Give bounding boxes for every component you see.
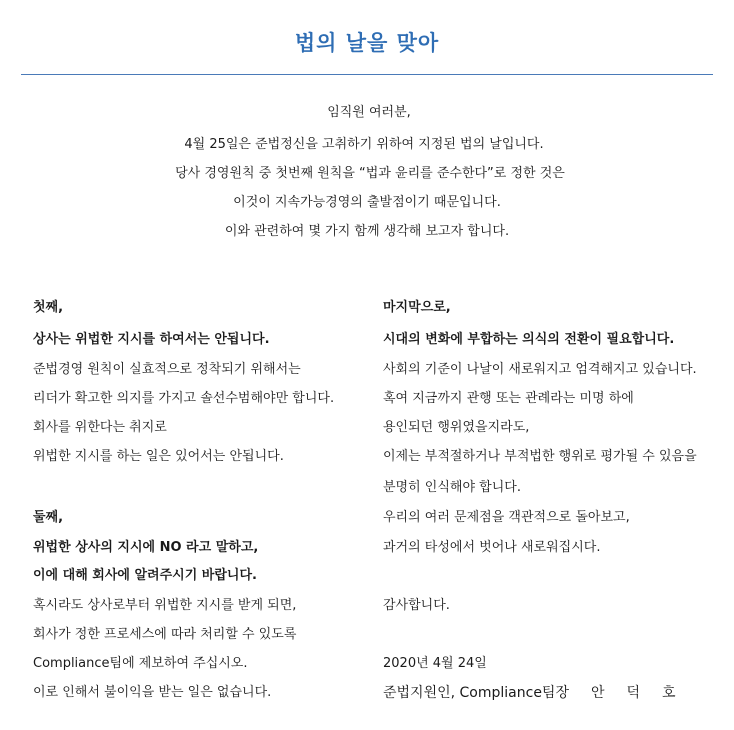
first-body-line: 회사를 위한다는 취지로 [33,420,167,435]
last-body-line: 용인되던 행위였을지라도, [383,420,530,435]
last-heading: 마지막으로, [383,300,451,315]
intro-line: 임직원 여러분, [327,105,411,120]
first-heading: 첫째, [33,300,64,315]
signature [383,682,676,702]
signature-name-char: 안 [590,685,605,701]
title-rule [21,74,713,75]
signature-name-char: 덕 [626,685,641,701]
second-body-line: 혹시라도 상사로부터 위법한 지시를 받게 되면, [33,598,297,613]
last-body-line: 혹여 지금까지 관행 또는 관례라는 미명 하에 [383,391,634,406]
first-title: 상사는 위법한 지시를 하여서는 안됩니다. [33,332,270,347]
first-body-line: 리더가 확고한 의지를 가지고 솔선수범해야만 합니다. [33,391,335,406]
signature-name-char: 호 [662,685,676,701]
last-body-line: 분명히 인식해야 합니다. [383,480,521,495]
last-body-line: 우리의 여러 문제점을 객관적으로 돌아보고, [383,510,630,525]
signature-name [569,685,676,701]
second-heading: 둘째, [33,510,64,525]
second-title: 위법한 상사의 지시에 NO 라고 말하고, [33,540,259,555]
second-body-line: 회사가 정한 프로세스에 따라 처리할 수 있도록 [33,627,297,642]
letter-date: 2020년 4월 24일 [383,656,487,671]
second-title: 이에 대해 회사에 알려주시기 바랍니다. [33,568,257,583]
last-body-line: 이제는 부적절하거나 부적법한 행위로 평가될 수 있음을 [383,449,697,464]
second-body-line: Compliance팀에 제보하여 주십시오. [33,656,248,671]
signature-role: 준법지원인, Compliance팀장 [383,685,569,701]
second-body-line: 이로 인해서 불이익을 받는 일은 없습니다. [33,685,272,700]
last-body-line: 과거의 타성에서 벗어나 새로워집시다. [383,540,601,555]
intro-line: 이와 관련하여 몇 가지 함께 생각해 보고자 합니다. [224,224,510,239]
intro-line: 이것이 지속가능경영의 출발점이기 때문입니다. [233,195,501,210]
first-body-line: 준법경영 원칙이 실효적으로 정착되기 위해서는 [33,362,301,377]
last-body-line: 사회의 기준이 나날이 새로워지고 엄격해지고 있습니다. [383,362,697,377]
last-title: 시대의 변화에 부합하는 의식의 전환이 필요합니다. [383,332,675,347]
page-title: 법의 날을 맞아 [294,31,440,55]
thanks-text: 감사합니다. [383,598,450,613]
intro-line: 4월 25일은 준법정신을 고취하기 위하여 지정된 법의 날입니다. [184,137,544,152]
intro-line: 당사 경영원칙 중 첫번째 원칙을 “법과 윤리를 준수한다”로 정한 것은 [175,166,565,181]
first-body-line: 위법한 지시를 하는 일은 있어서는 안됩니다. [33,449,284,464]
